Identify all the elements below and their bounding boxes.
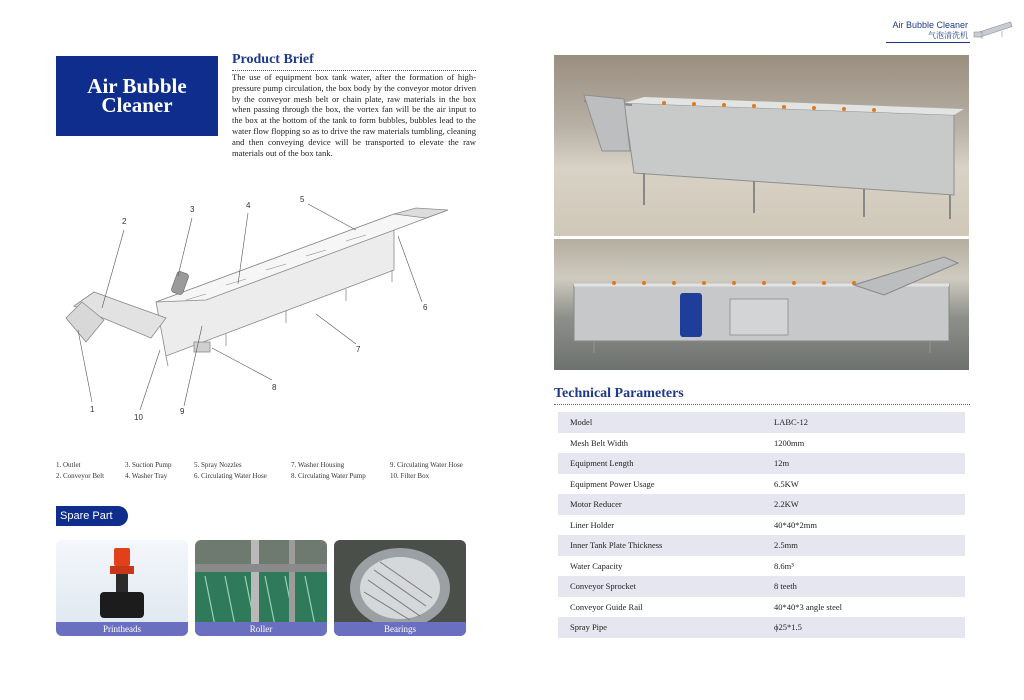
param-name: Equipment Length — [558, 453, 764, 474]
table-row — [558, 597, 965, 618]
param-value: 6.5KW — [774, 478, 799, 489]
legend-item: 4. Washer Tray — [125, 472, 168, 480]
page-title: Air Bubble Cleaner — [87, 74, 187, 117]
param-value: 1200mm — [774, 437, 805, 448]
param-name: Motor Reducer — [558, 494, 764, 515]
param-name: Spray Pipe — [558, 617, 764, 638]
spare-bearings — [334, 540, 466, 636]
table-row — [558, 556, 965, 577]
spare-caption: Roller — [195, 622, 327, 636]
legend-item: 7. Washer Housing — [291, 461, 345, 469]
legend-col-1 — [56, 460, 104, 482]
callout-9: 9 — [180, 407, 185, 416]
param-name: Conveyor Guide Rail — [570, 601, 643, 612]
spare-caption: Printheads — [56, 622, 188, 636]
param-value: 40*40*2mm — [774, 519, 817, 530]
param-value: LABC-12 — [764, 412, 965, 433]
table-row — [558, 474, 965, 495]
callout-7: 7 — [356, 345, 361, 354]
header-brand-en: Air Bubble Cleaner — [892, 20, 968, 30]
param-name: Water Capacity — [570, 560, 623, 571]
param-value: ϕ25*1.5 — [764, 617, 965, 638]
table-row — [558, 494, 965, 515]
legend-col-3 — [194, 460, 267, 482]
spare-printheads — [56, 540, 188, 636]
legend-item: 9. Circulating Water Hose — [390, 461, 463, 469]
machine-logo-icon — [972, 18, 1016, 40]
legend-col-2 — [125, 460, 171, 482]
callout-6: 6 — [423, 303, 428, 312]
machine-photo — [554, 55, 969, 236]
table-row — [558, 617, 965, 638]
legend-item: 1. Outlet — [56, 461, 81, 469]
param-name: Liner Holder — [570, 519, 615, 530]
spare-part-heading: Spare Part — [56, 506, 128, 526]
legend-item: 6. Circulating Water Hose — [194, 472, 267, 480]
legend-col-5 — [390, 460, 463, 482]
legend-item: 3. Suction Pump — [125, 461, 172, 469]
legend-col-4 — [291, 460, 366, 482]
spare-roller — [195, 540, 327, 636]
table-row — [558, 515, 965, 536]
table-row — [558, 576, 965, 597]
legend-item: 8. Circulating Water Pump — [291, 472, 366, 480]
legend-item: 5. Spray Nozzles — [194, 461, 242, 469]
header-brand-cn: 气泡清洗机 — [928, 31, 968, 40]
brief-divider — [232, 70, 476, 71]
brief-heading: Product Brief — [232, 52, 314, 67]
table-row — [558, 412, 965, 433]
brief-text: The use of equipment box tank water, after the formation of high-pressure pump circulation, the box body by the conveyor motor driven by the conveyor mesh belt or chain plate, raw materials in the box when passing through the box, the vortex fan will be the air input to the box at the bottom of the tank to form bubbles, bubbles lead to the water flow flopping so as to drive the raw materials tumbling, cleaning and then conveying device will be transported to elevate the raw materials out of the box tank. — [232, 72, 476, 158]
table-row — [558, 535, 965, 556]
spare-caption: Bearings — [334, 622, 466, 636]
callout-1: 1 — [90, 405, 95, 414]
callout-5: 5 — [300, 195, 305, 204]
param-name: Conveyor Sprocket — [558, 576, 764, 597]
machine-photo — [554, 239, 969, 370]
param-value: 8 teeth — [764, 576, 965, 597]
table-row — [558, 433, 965, 454]
callout-3: 3 — [190, 205, 195, 214]
legend-item: 10. Filter Box — [390, 472, 430, 480]
title-box — [56, 56, 218, 136]
product-photo-2 — [554, 239, 969, 370]
table-row — [558, 453, 965, 474]
machine-diagram — [56, 190, 476, 430]
callout-8: 8 — [272, 383, 277, 392]
param-value: 40*40*3 angle steel — [774, 601, 842, 612]
param-name: Mesh Belt Width — [570, 437, 629, 448]
callout-4: 4 — [246, 201, 251, 210]
tech-params-heading: Technical Parameters — [554, 386, 684, 401]
param-name: Inner Tank Plate Thickness — [558, 535, 764, 556]
header-divider — [886, 42, 970, 43]
tech-params-divider — [554, 404, 970, 405]
callout-2: 2 — [122, 217, 127, 226]
product-photo-1 — [554, 55, 969, 236]
param-value: 2.2KW — [764, 494, 965, 515]
param-value: 8.6m³ — [774, 560, 794, 571]
tech-params-table — [558, 412, 965, 638]
legend-item: 2. Conveyor Belt — [56, 472, 105, 480]
param-name: Model — [558, 412, 764, 433]
param-value: 2.5mm — [764, 535, 965, 556]
param-name: Equipment Power Usage — [570, 478, 655, 489]
param-value: 12m — [764, 453, 965, 474]
callout-10: 10 — [134, 413, 143, 422]
